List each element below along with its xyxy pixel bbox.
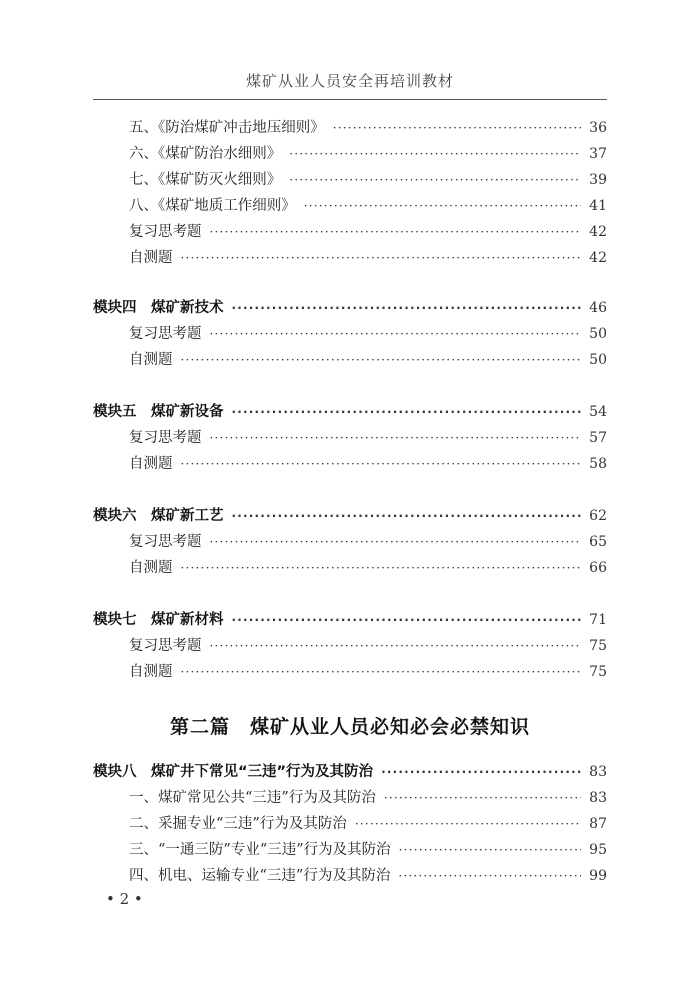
toc-entry-label: 自测题 [129, 352, 173, 368]
toc-entry[interactable] [93, 247, 607, 269]
dot-leader [398, 865, 581, 887]
toc-entry-label: 复习思考题 [129, 638, 202, 654]
toc-entry-page: 42 [589, 224, 607, 240]
toc-entry-page: 42 [589, 250, 607, 266]
toc-entry-page: 71 [589, 612, 607, 628]
toc-entry-page: 50 [589, 326, 607, 342]
page-number: • 2 • [106, 890, 143, 908]
toc-entry[interactable] [93, 427, 607, 449]
toc-entry-page: 46 [589, 300, 607, 316]
toc-entry-page: 83 [589, 790, 607, 806]
toc-entry-label: 五、《防治煤矿冲击地压细则》 [129, 120, 325, 136]
toc-entry-label: 复习思考题 [129, 326, 202, 342]
dot-leader [210, 323, 582, 345]
toc-module-entry[interactable] [93, 761, 607, 783]
toc-entry[interactable] [93, 143, 607, 165]
dot-leader [381, 761, 581, 783]
running-header: 煤矿从业人员安全再培训教材 [245, 72, 454, 90]
header-rule [93, 99, 607, 100]
toc-entry-page: 66 [589, 560, 607, 576]
toc-entry[interactable] [93, 531, 607, 553]
toc-entry-page: 75 [589, 638, 607, 654]
toc-entry-page: 36 [589, 120, 607, 136]
dot-leader [210, 427, 582, 449]
toc-entry-label: 八、《煤矿地质工作细则》 [129, 198, 296, 214]
dot-leader [210, 531, 582, 553]
toc-entry-label: 自测题 [129, 456, 173, 472]
toc-entry[interactable] [93, 865, 607, 887]
dot-leader [181, 349, 582, 371]
toc-entry-label: 自测题 [129, 664, 173, 680]
toc-module-entry[interactable] [93, 297, 607, 319]
toc-entry[interactable] [93, 221, 607, 243]
toc-entry-page: 57 [589, 430, 607, 446]
toc-entry-label: 自测题 [129, 250, 173, 266]
toc-entry-page: 62 [589, 508, 607, 524]
toc-entry-label: 模块六 煤矿新工艺 [93, 508, 224, 524]
toc-entry[interactable] [93, 169, 607, 191]
toc-entry-page: 41 [589, 198, 607, 214]
toc-entry-label: 模块四 煤矿新技术 [93, 300, 224, 316]
toc-entry-page: 99 [589, 868, 607, 884]
toc-entry[interactable] [93, 453, 607, 475]
dot-leader [355, 813, 581, 835]
dot-leader [181, 661, 582, 683]
toc-entry-page: 75 [589, 664, 607, 680]
toc-entry-page: 83 [589, 764, 607, 780]
dot-leader [181, 247, 582, 269]
toc-entry-page: 54 [589, 404, 607, 420]
toc-entry[interactable] [93, 635, 607, 657]
toc-entry-label: 模块八 煤矿井下常见“三违”行为及其防治 [93, 764, 374, 780]
toc-module-entry[interactable] [93, 505, 607, 527]
toc-entry-label: 复习思考题 [129, 430, 202, 446]
toc-entry-page: 58 [589, 456, 607, 472]
toc-entry[interactable] [93, 813, 607, 835]
toc-entry-label: 自测题 [129, 560, 173, 576]
dot-leader [289, 169, 581, 191]
toc-entry-page: 39 [589, 172, 607, 188]
dot-leader [232, 297, 582, 319]
dot-leader [384, 787, 581, 809]
dot-leader [304, 195, 581, 217]
toc-module-entry[interactable] [93, 401, 607, 423]
toc-entry-page: 50 [589, 352, 607, 368]
part-title: 第二篇 煤矿从业人员必知必会必禁知识 [169, 716, 530, 738]
dot-leader [289, 143, 581, 165]
toc-entry[interactable] [93, 787, 607, 809]
dot-leader [181, 557, 582, 579]
toc-entry-label: 六、《煤矿防治水细则》 [129, 146, 282, 162]
toc-entry[interactable] [93, 661, 607, 683]
dot-leader [399, 839, 582, 861]
dot-leader [232, 505, 582, 527]
toc-entry-page: 37 [589, 146, 607, 162]
toc-entry-label: 复习思考题 [129, 534, 202, 550]
toc-entry-label: 二、采掘专业“三违”行为及其防治 [129, 816, 347, 832]
toc-entry-label: 三、“一通三防”专业“三违”行为及其防治 [129, 842, 391, 858]
toc-entry-label: 七、《煤矿防灭火细则》 [129, 172, 282, 188]
toc-entry-page: 87 [589, 816, 607, 832]
toc-entry[interactable] [93, 117, 607, 139]
dot-leader [210, 221, 582, 243]
toc-entry-label: 模块七 煤矿新材料 [93, 612, 224, 628]
toc-entry-label: 四、机电、运输专业“三违”行为及其防治 [129, 868, 391, 884]
toc-module-entry[interactable] [93, 609, 607, 631]
toc-entry[interactable] [93, 195, 607, 217]
toc-entry[interactable] [93, 349, 607, 371]
toc-entry[interactable] [93, 557, 607, 579]
dot-leader [181, 453, 582, 475]
toc-entry-label: 模块五 煤矿新设备 [93, 404, 224, 420]
dot-leader [210, 635, 582, 657]
toc-entry-label: 一、煤矿常见公共“三违”行为及其防治 [129, 790, 376, 806]
toc-entry-page: 95 [589, 842, 607, 858]
dot-leader [232, 609, 582, 631]
toc-entry-label: 复习思考题 [129, 224, 202, 240]
dot-leader [333, 117, 581, 139]
dot-leader [232, 401, 582, 423]
toc-entry[interactable] [93, 839, 607, 861]
toc-entry-page: 65 [589, 534, 607, 550]
toc-entry[interactable] [93, 323, 607, 345]
